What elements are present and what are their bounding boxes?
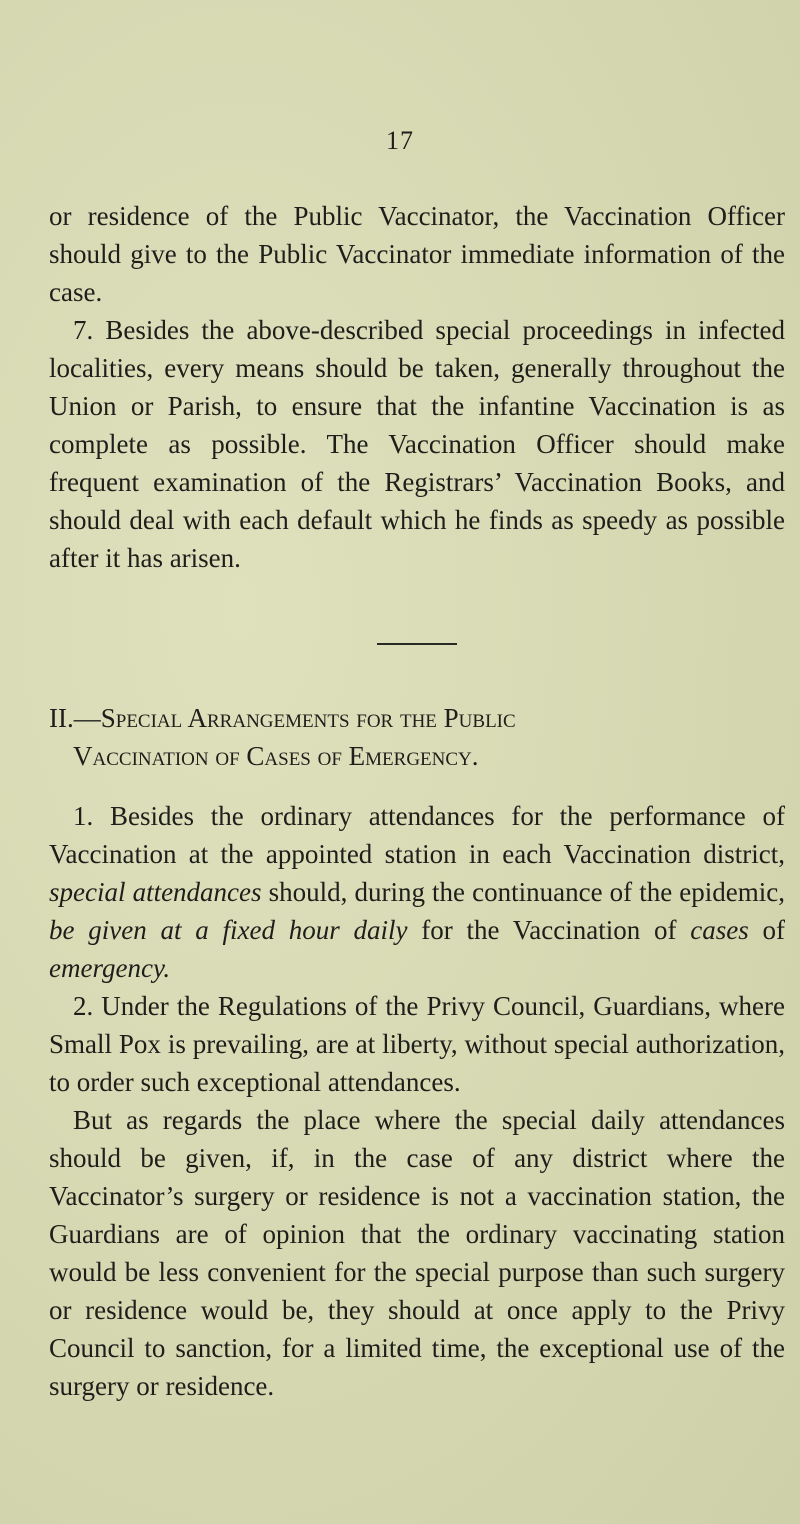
item-1-text-d: of [762, 915, 786, 945]
document-body [49, 197, 785, 1405]
section-title-line-1: —Special Arrangements for the Public [73, 703, 516, 733]
item-1-paragraph [49, 797, 785, 987]
item-2-number: 2. [73, 991, 94, 1021]
section-title-line-2: Vaccination of Cases of Emergency. [73, 741, 479, 771]
item-1-italic-c: cases [690, 915, 749, 945]
section-heading [49, 699, 785, 775]
item-2-paragraph [49, 987, 785, 1101]
item-7-paragraph [49, 311, 785, 577]
item-2-text: Under the Regulations of the Privy Council, Guardians, where Small Pox is prevailing, are at liberty, without special authorization, to order such exceptional attendances. [49, 991, 785, 1097]
item-1-text-a: Besides the ordinary attendances for the performance of Vaccination at the appointed station in each Vaccination district, [49, 801, 785, 869]
item-1-italic-d: emergency. [49, 953, 171, 983]
item-1-italic-a: special attendances [49, 877, 262, 907]
item-1-text-b: should, during the continuance of the epidemic, [268, 877, 785, 907]
item-1-italic-b: be given at a fixed hour daily [49, 915, 408, 945]
item-1-number: 1. [73, 801, 94, 831]
continuation-paragraph: or residence of the Public Vaccinator, the Vaccination Officer should give to the Public Vaccinator immediate information of the case. [49, 201, 785, 307]
item-1-text-c: for the Vaccination of [421, 915, 677, 945]
closing-paragraph: But as regards the place where the special daily attendances should be given, if, in the case of any district where the Vaccinator’s surgery or residence is not a vaccination station, the Guardians are of opinion that the ordinary vaccinating station would be less convenient for the special purpose than such surgery or residence would be, they should at once apply to the Privy Council to sanction, for a limited time, the exceptional use of the surgery or residence. [49, 1105, 785, 1401]
section-numeral: II. [49, 703, 74, 733]
item-7-number: 7. [73, 315, 94, 345]
page-number: 17 [386, 126, 414, 155]
item-7-text: Besides the above-described special proceedings in infected localities, every means should be taken, generally throughout the Union or Parish, to ensure that the infantine Vaccination is as complete as possible. The Vaccination Officer should make frequent examination of the Registrars’ Vaccination Books, and should deal with each default which he finds as speedy as possible after it has arisen. [49, 315, 786, 573]
section-divider-rule [377, 643, 457, 645]
